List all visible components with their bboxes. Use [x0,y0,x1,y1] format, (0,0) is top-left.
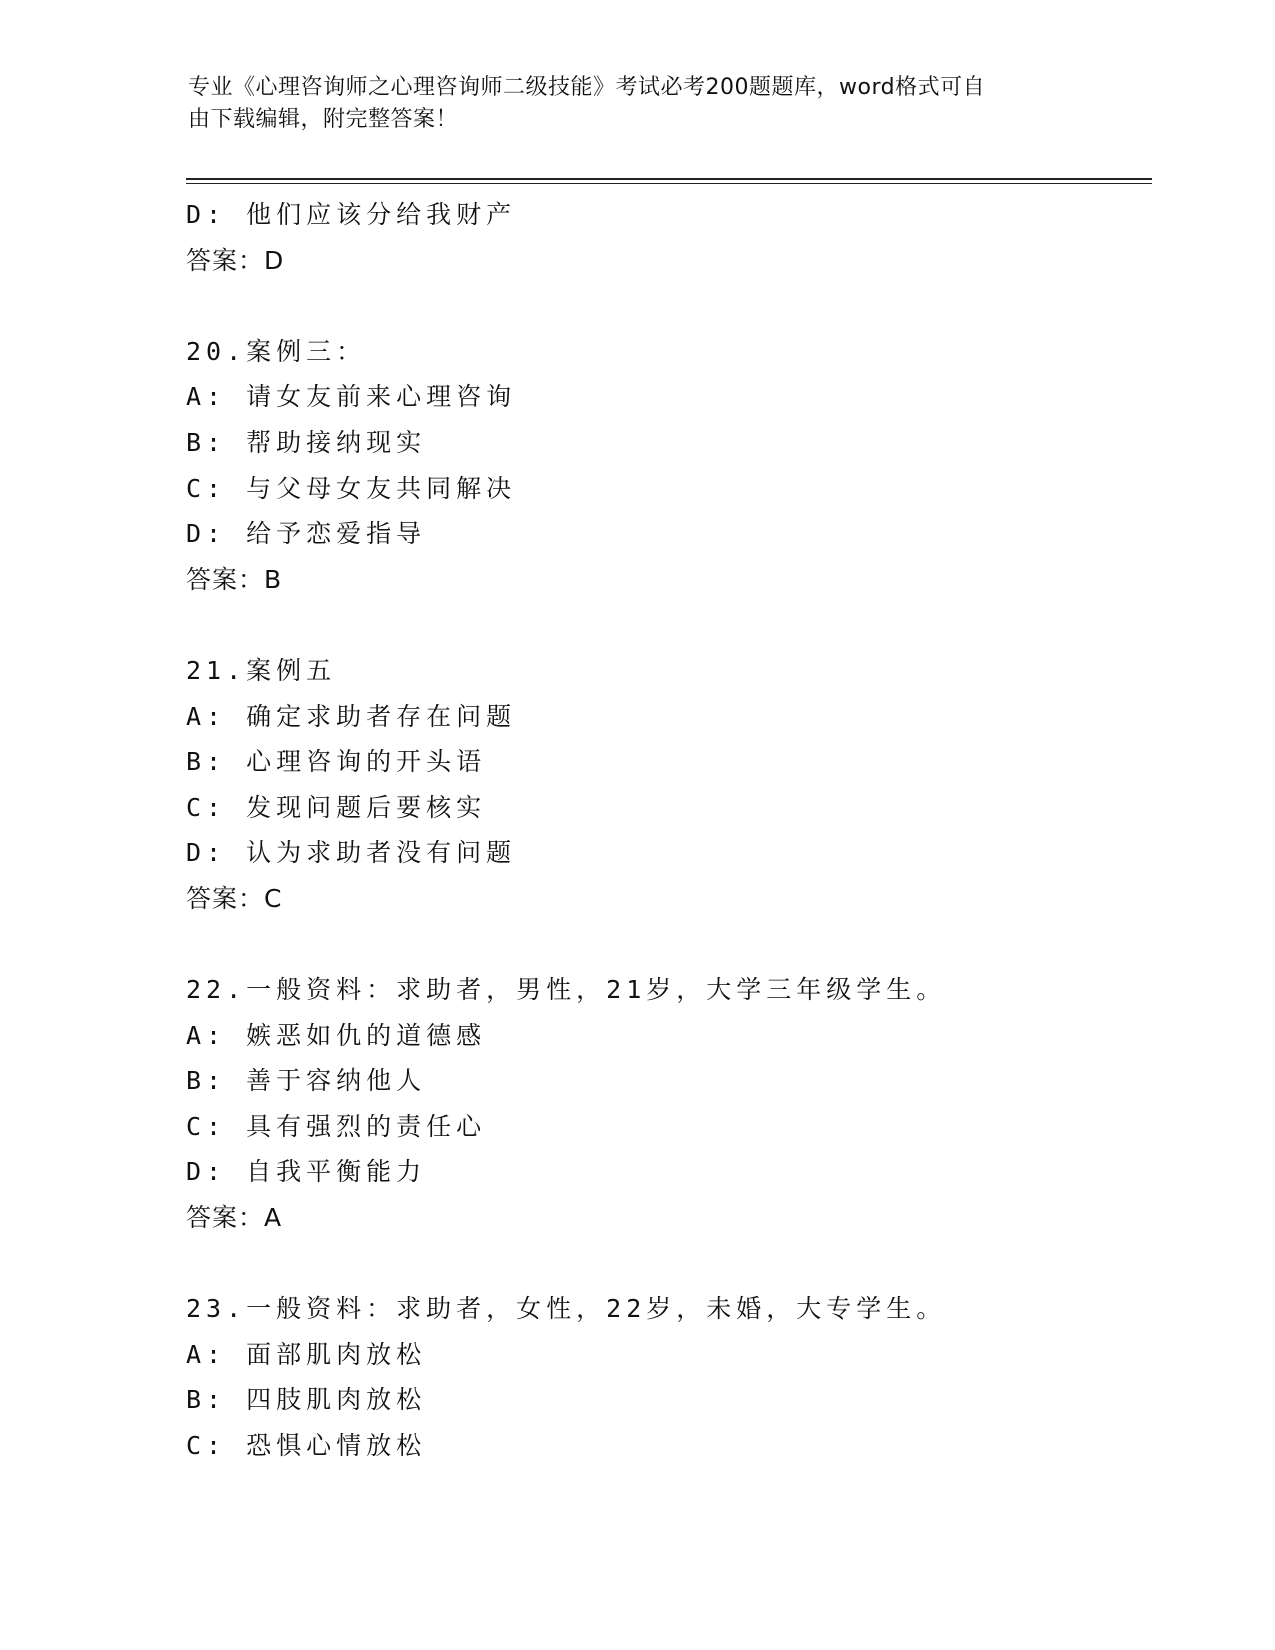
question-title: 22.一般资料：求助者，男性，21岁，大学三年级学生。 [186,975,947,1005]
option-line: D: 自我平衡能力 [186,1157,427,1187]
header-line-1: 专业《心理咨询师之心理咨询师二级技能》考试必考200题题库，word格式可自 [188,75,986,100]
header-divider [186,178,1152,180]
question-list [186,192,1146,1469]
option-line: A: 请女友前来心理咨询 [186,382,517,412]
question-title: 23.一般资料：求助者，女性，22岁，未婚，大专学生。 [186,1294,947,1324]
header-line-2: 由下载编辑，附完整答案！ [188,107,459,132]
option-line: A: 确定求助者存在问题 [186,701,517,731]
spacer [186,922,1146,968]
answer-line: 答案：B [186,564,283,594]
option-line: B: 帮助接纳现实 [186,427,427,457]
option-line: B: 四肢肌肉放松 [186,1385,427,1415]
answer-line: 答案：C [186,883,283,913]
option-line: C: 与父母女友共同解决 [186,473,517,503]
question-title: 20.案例三： [186,336,367,366]
answer-line: 答案：D [186,245,285,275]
option-line: A: 面部肌肉放松 [186,1339,427,1369]
option-line: A: 嫉恶如仇的道德感 [186,1020,487,1050]
spacer [186,602,1146,648]
option-line: C: 恐惧心情放松 [186,1431,427,1461]
option-line: B: 心理咨询的开头语 [186,747,487,777]
option-line: D: 他们应该分给我财产 [186,200,517,229]
option-line: B: 善于容纳他人 [186,1066,427,1096]
answer-line: 答案：A [186,1203,283,1233]
option-line: C: 发现问题后要核实 [186,792,487,822]
spacer [186,1241,1146,1287]
option-line: D: 给予恋爱指导 [186,519,427,549]
option-line: C: 具有强烈的责任心 [186,1111,487,1141]
option-line: D: 认为求助者没有问题 [186,838,517,868]
document-header [188,72,1088,136]
header-divider-thin [186,183,1152,184]
question-title: 21.案例五 [186,655,337,685]
spacer [186,283,1146,329]
